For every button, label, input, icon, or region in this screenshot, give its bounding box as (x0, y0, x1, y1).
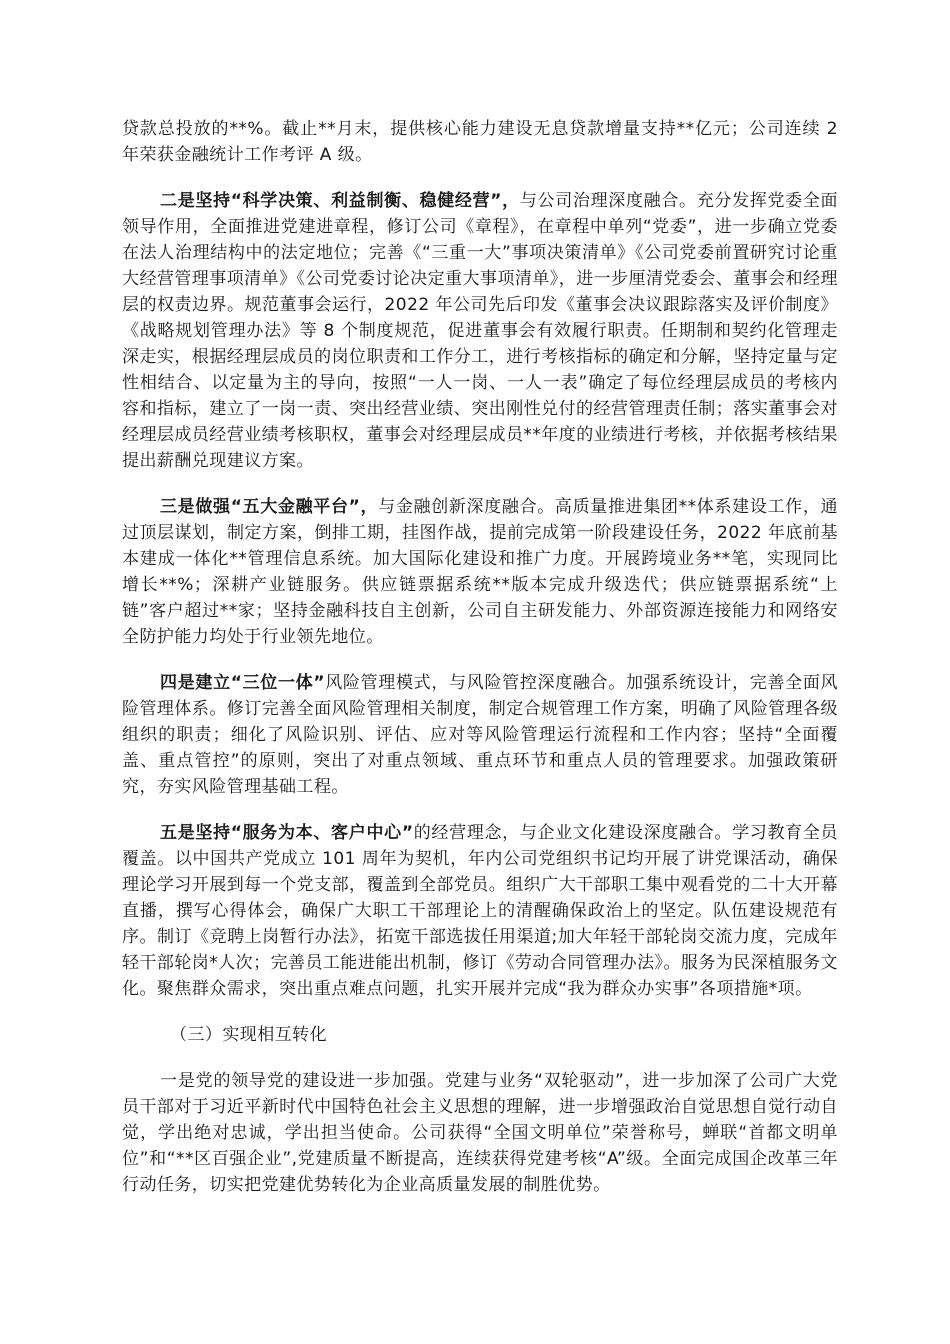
paragraph-5 (122, 820, 838, 1002)
paragraph-lead: 二是坚持“科学决策、利益制衡、稳健经营”， (160, 191, 520, 211)
paragraph-text: 与公司治理深度融合。充分发挥党委全面领导作用，全面推进党建进章程，修订公司《章程》，在章程中单列“党委”，进一步确立党委在法人治理结构中的法定地位；完善《“三重一大”事项决策清单》《公司党委前置研究讨论重大经营管理事项清单》《公司党委讨论决定重大事项清单》，进一步厘清党委会、董事会和经理层的权责边界。规范董事会运行，2022 年公司先后印发《董事会决议跟踪落实及评价制度》《战略规划管理办法》等 8 个制度规范，促进董事会有效履行职责。任期制和契约化管理走深走实，根据经理层成员的岗位职责和工作分工，进行考核指标的确定和分解，坚持定量与定性相结合、以定量为主的导向，按照“一人一岗、一人一表”确定了每位经理层成员的考核内容和指标，建立了一岗一责、突出经营业绩、突出刚性兑付的经营管理责任制；落实董事会对经理层成员经营业绩考核职权，董事会对经理层成员**年度的业绩进行考核，并依据考核结果提出薪酬兑现建议方案。 (122, 191, 838, 471)
paragraph-3 (122, 494, 838, 650)
paragraph-text: 的经营理念，与企业文化建设深度融合。学习教育全员覆盖。以中国共产党成立 101 周年为契机，年内公司党组织书记均开展了讲党课活动，确保理论学习开展到每一个党支部，覆盖到全部党员。组织广大干部职工集中观看党的二十大开幕直播，撰写心得体会，确保广大职工干部理论上的清醒确保政治上的坚定。队伍建设规范有序。制订《竞聘上岗暂行办法》，拓宽干部选拔任用渠道;加大年轻干部轮岗交流力度，完成年轻干部轮岗*人次；完善员工能进能出机制，修订《劳动合同管理办法》。服务为民深植服务文化。聚焦群众需求，突出重点难点问题，扎实开展并完成“我为群众办实事”各项措施*项。 (122, 823, 838, 999)
paragraph-text: 与金融创新深度融合。高质量推进集团**体系建设工作，通过顶层谋划，制定方案，倒排工期，挂图作战，提前完成第一阶段建设任务，2022 年底前基本建成一体化**管理信息系统。加大国际化建设和推广力度。开展跨境业务**笔，实现同比增长**%；深耕产业链服务。供应链票据系统**版本完成升级迭代；供应链票据系统“上链”客户超过**家；坚持金融科技自主创新，公司自主研发能力、外部资源连接能力和网络安全防护能力均处于行业领先地位。 (122, 497, 838, 647)
document-page (122, 116, 838, 1218)
paragraph-text: 风险管理模式，与风险管控深度融合。加强系统设计，完善全面风险管理体系。修订完善全面风险管理相关制度，制定合规管理工作方案，明确了风险管理各级组织的职责；细化了风险识别、评估、应对等风险管理运行流程和工作内容；坚持“全面覆盖、重点管控”的原则，突出了对重点领域、重点环节和重点人员的管理要求。加强政策研究，夯实风险管理基础工程。 (122, 673, 838, 797)
paragraph-lead: 三是做强“五大金融平台”， (160, 497, 379, 517)
paragraph-4 (122, 670, 838, 800)
section-heading: （三）实现相互转化 (170, 1025, 328, 1045)
paragraph-lead: 四是建立“三位一体” (160, 673, 325, 693)
paragraph-2 (122, 188, 838, 474)
closing-paragraph: 一是党的领导党的建设进一步加强。党建与业务“双轮驱动”，进一步加深了公司广大党员干部对于习近平新时代中国特色社会主义思想的理解，进一步增强政治自觉思想自觉行动自觉，学出绝对忠诚，学出担当使命。公司获得“全国文明单位”荣誉称号，蝉联“首都文明单位”和“**区百强企业”,党建质量不断提高，连续获得党建考核“A”级。全面完成国企改革三年行动任务，切实把党建优势转化为企业高质量发展的制胜优势。 (122, 1071, 838, 1195)
paragraph-text: 贷款总投放的**%。截止**月末，提供核心能力建设无息贷款增量支持**亿元；公司连续 2 年荣获金融统计工作考评 A 级。 (122, 119, 838, 165)
paragraph-lead: 五是坚持“服务为本、客户中心” (160, 823, 414, 843)
paragraph-1 (122, 116, 838, 168)
